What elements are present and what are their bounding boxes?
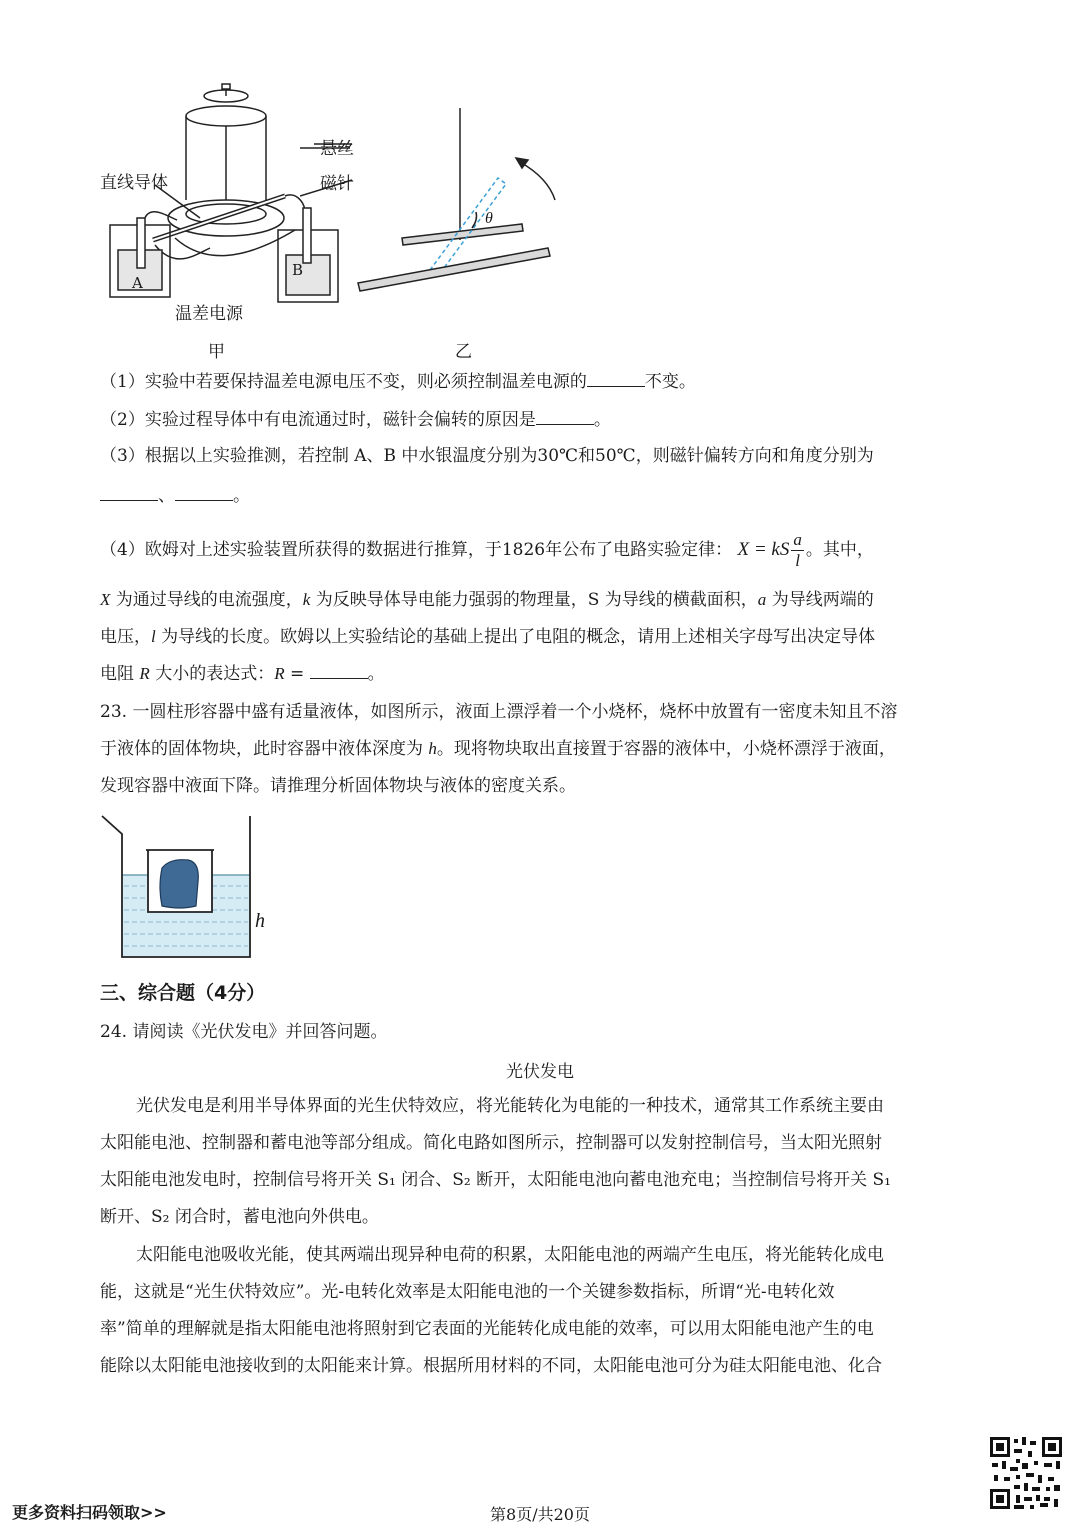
frac-num: a [793, 530, 802, 549]
beaker-h-label: h [255, 910, 265, 932]
text: 于液体的固体物块，此时容器中液体深度为 [100, 739, 429, 759]
q22-part1-text: （1）实验中若要保持温差电源电压不变，则必须控制温差电源的 [100, 372, 587, 392]
para1-line2: 太阳能电池、控制器和蓄电池等部分组成。简化电路如图所示，控制器可以发射控制信号，当太阳光照射 [100, 1133, 882, 1153]
ohm-formula-lhs: X = kS [737, 539, 790, 560]
answer-blank[interactable] [175, 484, 233, 501]
answer-blank[interactable] [587, 370, 645, 387]
q22-part4 [100, 530, 874, 571]
q22-part4-line2 [100, 588, 874, 612]
answer-blank[interactable] [100, 484, 158, 501]
footer-promo-link[interactable]: 更多资料扫码领取>> [12, 1503, 167, 1522]
answer-blank[interactable] [310, 662, 368, 679]
q22-part3 [100, 444, 874, 468]
q23-line1: 23. 一圆柱形容器中盛有适量液体，如图所示，液面上漂浮着一个小烧杯，烧杯中放置有一密度未知且不溶 [100, 702, 898, 722]
var-k: k [302, 590, 311, 609]
q22-part4-text: （4）欧姆对上述实验装置所获得的数据进行推算，于1826年公布了电路实验定律： [100, 540, 733, 560]
q23-line2 [100, 737, 896, 761]
qr-code-icon[interactable] [988, 1435, 1064, 1511]
ohm-formula-fraction [791, 530, 804, 571]
label-theta: θ [485, 210, 493, 227]
answer-blank[interactable] [536, 408, 594, 425]
text: 电阻 [100, 664, 140, 684]
q22-part2-text: （2）实验过程导体中有电流通过时，磁针会偏转的原因是 [100, 410, 536, 430]
para2-line4: 能除以太阳能电池接收到的太阳能来计算。根据所用材料的不同，太阳能电池可分为硅太阳能电池、化合 [100, 1356, 882, 1376]
caption-yi: 乙 [455, 342, 472, 362]
caption-jia: 甲 [208, 342, 225, 362]
var-r: R [139, 664, 150, 683]
q22-part3-sep: 、 [158, 486, 175, 506]
article-title: 光伏发电 [506, 1062, 574, 1082]
text: 。 [367, 664, 385, 684]
label-a: A [132, 274, 143, 292]
para1-line1: 光伏发电是利用半导体界面的光生伏特效应，将光能转化为电能的一种技术，通常其工作系统主要由 [136, 1096, 884, 1116]
q22-part3-blanks [100, 484, 250, 508]
text: 为导线的长度。欧姆以上实验结论的基础上提出了电阻的概念，请用上述相关字母写出决定导体 [155, 627, 876, 647]
text: 大小的表达式： [149, 664, 275, 684]
text: 为导线两端的 [766, 590, 874, 610]
label-needle: 磁针 [320, 174, 354, 194]
para1-line4: 断开、S₂ 闭合时，蓄电池向外供电。 [100, 1207, 379, 1227]
para2-line2: 能，这就是“光生伏特效应”。光-电转化效率是太阳能电池的一个关键参数指标，所谓“光-电转化效 [100, 1282, 835, 1302]
var-x: X [100, 590, 111, 609]
text: = [284, 664, 310, 684]
q24-intro: 24. 请阅读《光伏发电》并回答问题。 [100, 1022, 388, 1042]
figure-yi [300, 100, 570, 300]
figure-beaker [100, 812, 280, 967]
label-b: B [292, 261, 304, 279]
text: 为反映导体导电能力强弱的物理量，S 为导线的横截面积， [310, 590, 758, 610]
var-a: a [757, 590, 767, 609]
para2-line1: 太阳能电池吸收光能，使其两端出现异种电荷的积累，太阳能电池的两端产生电压，将光能转化成电 [136, 1245, 884, 1265]
q23-line3: 发现容器中液面下降。请推理分析固体物块与液体的密度关系。 [100, 776, 576, 796]
para2-line3: 率”简单的理解就是指太阳能电池将照射到它表面的光能转化成电能的效率，可以用太阳能电池产生的电 [100, 1319, 874, 1339]
text: 电压， [100, 627, 151, 647]
q22-part3-end: 。 [233, 486, 250, 506]
label-thread: 悬丝 [320, 139, 354, 159]
section-title: 三、综合题（4分） [100, 982, 266, 1004]
para1-line3: 太阳能电池发电时，控制信号将开关 S₁ 闭合、S₂ 断开，太阳能电池向蓄电池充电；当控制信号将开关 S₁ [100, 1170, 891, 1190]
page-number: 第8页/共20页 [490, 1505, 590, 1524]
var-r: R [274, 664, 285, 683]
q22-part4-line3 [100, 625, 875, 649]
q22-part1 [100, 370, 696, 394]
q22-part1-end: 不变。 [644, 372, 696, 392]
q22-part2 [100, 408, 611, 432]
var-h: h [428, 739, 437, 758]
q22-part3-text: （3）根据以上实验推测，若控制 A、B 中水银温度分别为30℃和50℃，则磁针偏转方向和角度分别为 [100, 446, 874, 466]
text: 为通过导线的电流强度， [110, 590, 303, 610]
label-source: 温差电源 [175, 304, 243, 324]
var-l: l [151, 627, 156, 646]
q22-part4-end: 。其中， [805, 540, 874, 560]
q22-part4-line4 [100, 662, 385, 686]
text: 。现将物块取出直接置于容器的液体中，小烧杯漂浮于液面， [436, 739, 896, 759]
frac-den: l [795, 551, 800, 570]
label-wire: 直线导体 [100, 173, 168, 193]
q22-part2-end: 。 [593, 410, 611, 430]
